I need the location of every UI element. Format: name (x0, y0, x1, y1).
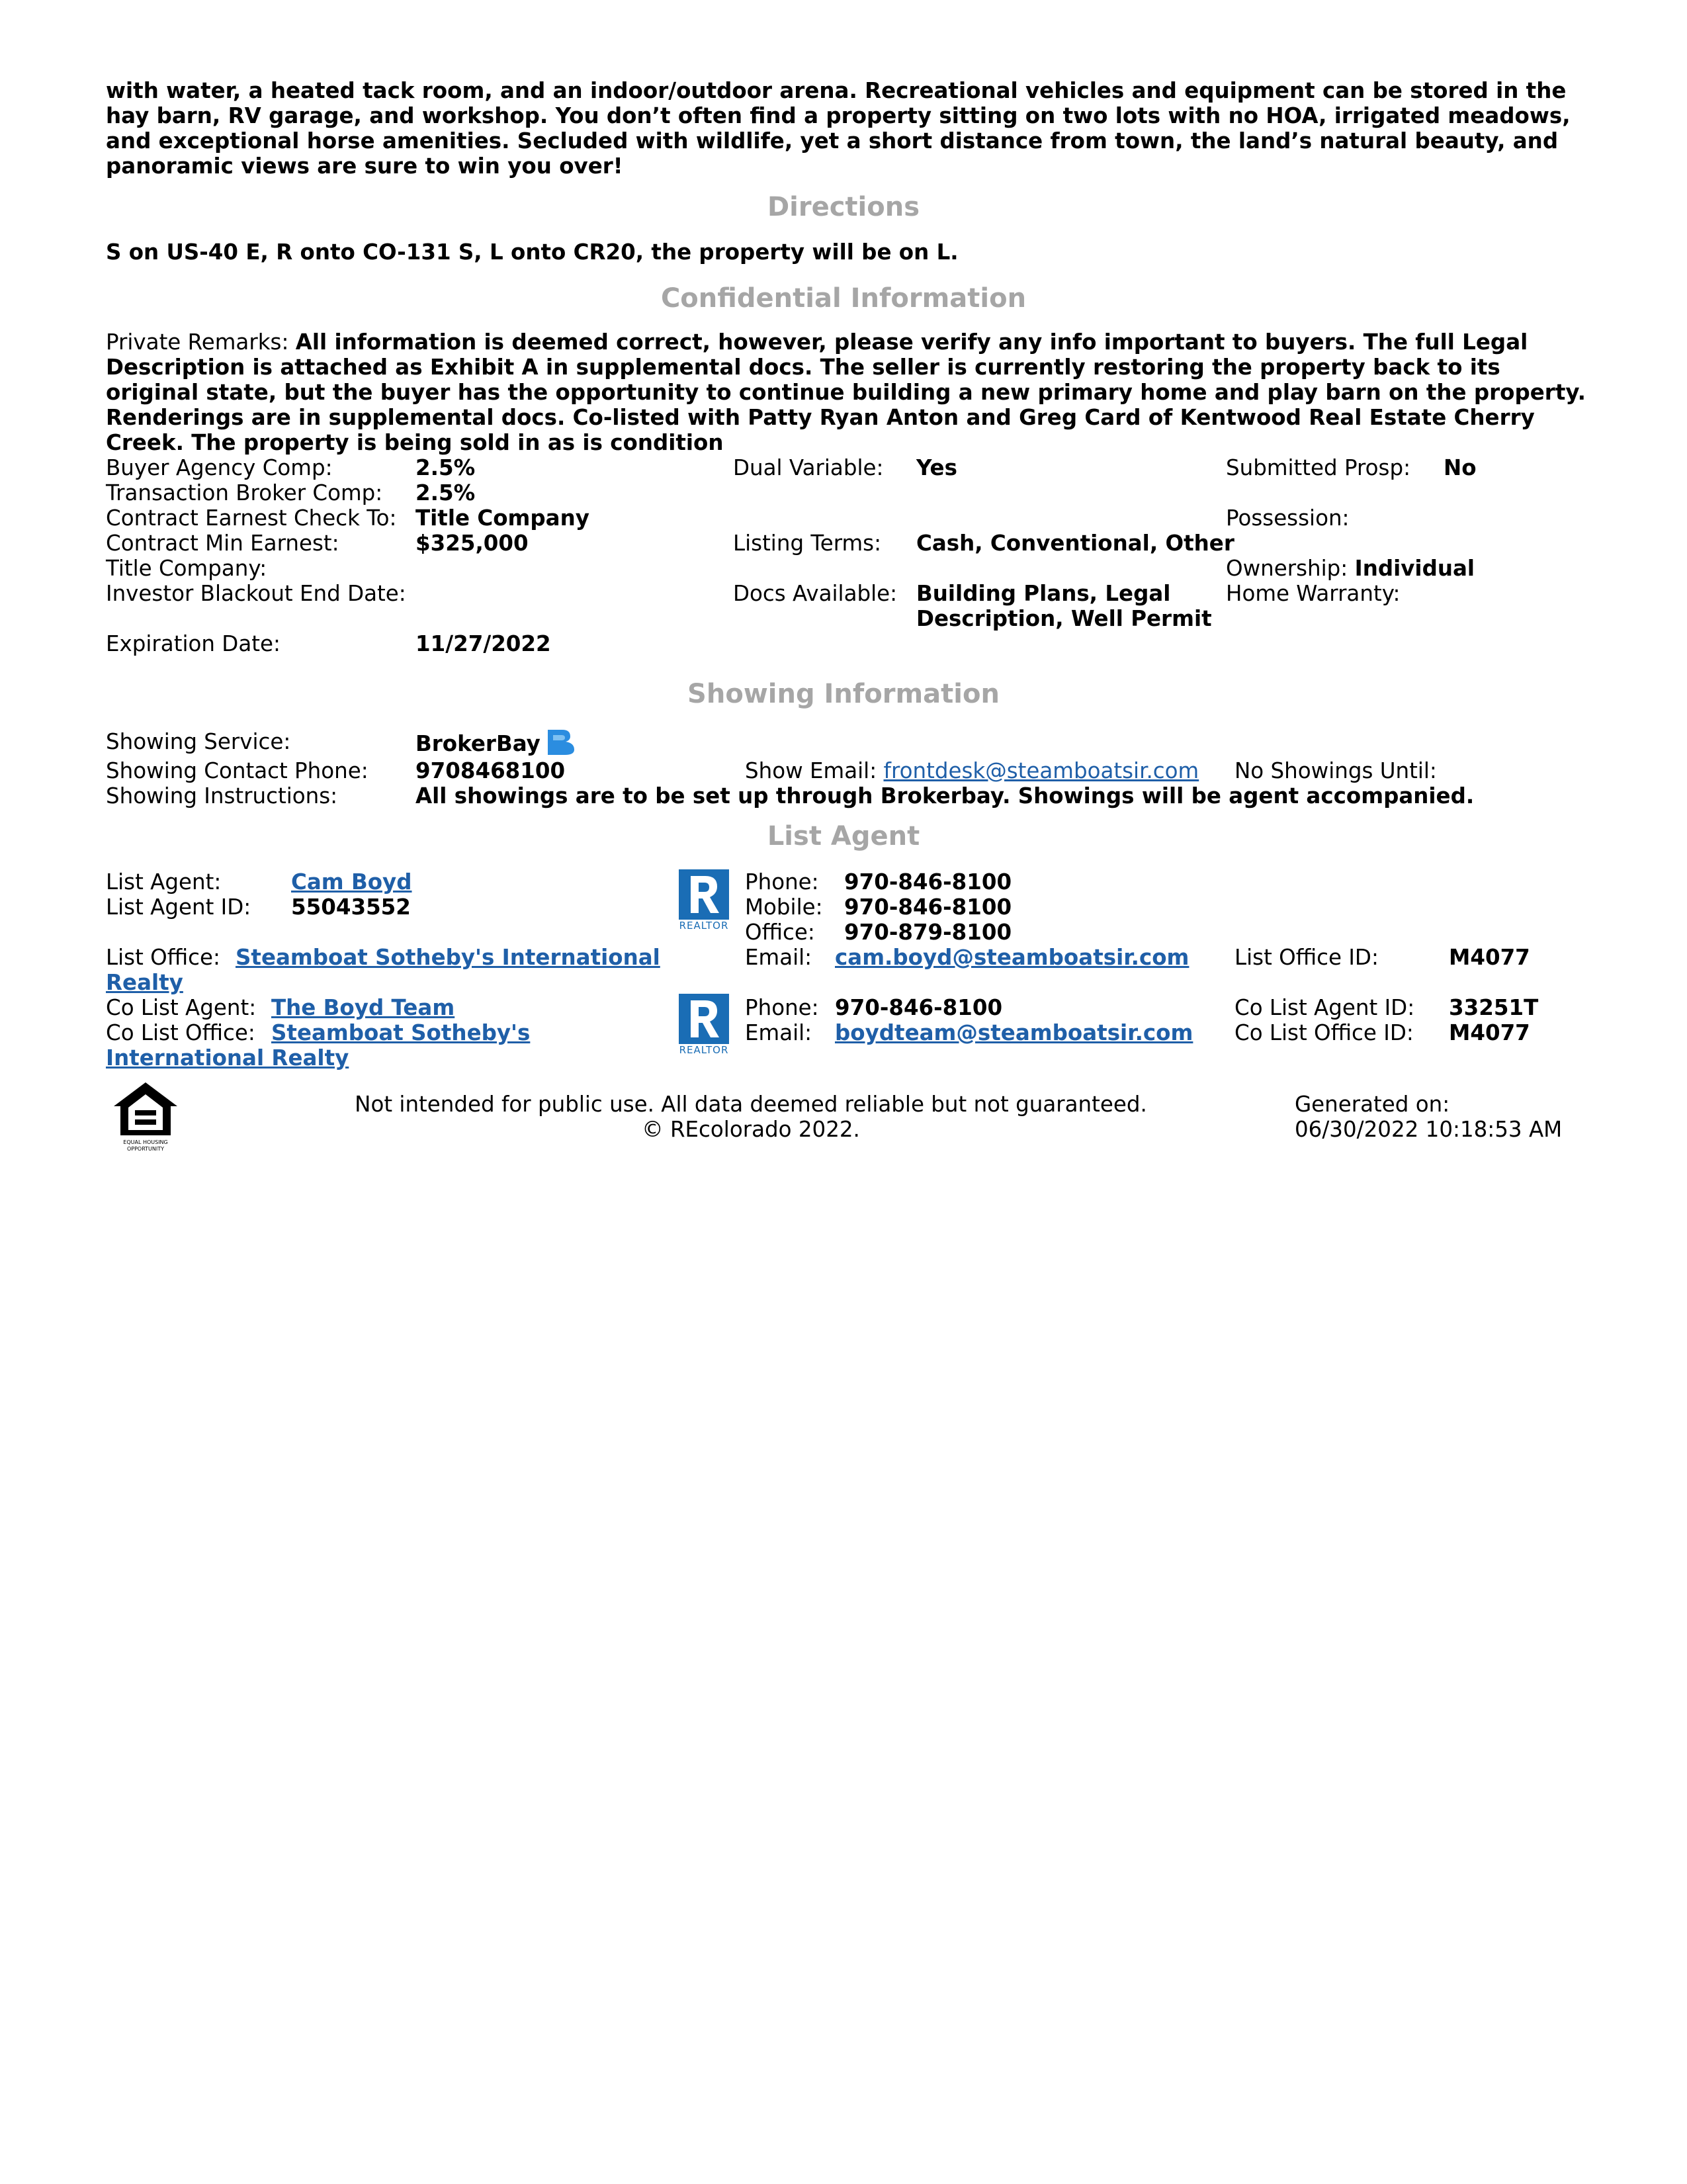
footer-disclaimer-2: © REcolorado 2022. (642, 1117, 860, 1142)
private-remarks-label: Private Remarks: (106, 329, 289, 355)
co-phone-value: 970-846-8100 (835, 995, 1003, 1020)
contract-earnest-check-label: Contract Earnest Check To: (106, 505, 397, 531)
buyer-agency-comp-value: 2.5% (415, 455, 476, 480)
co-list-agent-id-value: 33251T (1449, 995, 1539, 1020)
co-realtor-mark-text: REALTOR (679, 1044, 729, 1056)
confidential-heading: Confidential Information (660, 283, 1027, 314)
showing-instructions-value: All showings are to be set up through Brokerbay. Showings will be agent accompanied. (415, 783, 1475, 808)
show-email-label: Show Email: (745, 758, 877, 783)
generated-timestamp: 06/30/2022 10:18:53 AM (1295, 1117, 1563, 1142)
list-office-label: List Office: (106, 945, 220, 970)
equal-housing-text: EQUAL HOUSING OPPORTUNITY (123, 1139, 168, 1152)
transaction-broker-comp-label: Transaction Broker Comp: (106, 480, 383, 505)
private-remarks-line1 (106, 329, 1528, 355)
co-list-agent-id-label: Co List Agent ID: (1234, 995, 1415, 1020)
list-agent-id-label: List Agent ID: (106, 895, 251, 920)
directions-heading: Directions (767, 192, 920, 222)
office-phone-value: 970-879-8100 (844, 920, 1012, 945)
submitted-prosp-value: No (1444, 455, 1477, 480)
co-list-office-link[interactable]: Steamboat Sotheby's (271, 1020, 531, 1045)
generated-label: Generated on: (1295, 1092, 1450, 1117)
no-showings-until-label: No Showings Until: (1234, 758, 1437, 783)
brokerbay-name: BrokerBay (415, 731, 541, 756)
list-office-id-value: M4077 (1449, 945, 1530, 970)
co-phone-label: Phone: (745, 995, 819, 1020)
list-office-id-label: List Office ID: (1234, 945, 1379, 970)
ownership-label: Ownership: (1226, 556, 1348, 581)
mobile-label: Mobile: (745, 895, 823, 920)
showing-contact-phone-label: Showing Contact Phone: (106, 758, 368, 783)
co-email-label: Email: (745, 1020, 812, 1045)
list-office-link[interactable]: Steamboat Sotheby's International (236, 945, 660, 970)
co-list-agent-link[interactable]: The Boyd Team (271, 995, 455, 1020)
home-warranty-label: Home Warranty: (1226, 581, 1401, 606)
private-remarks-text-1: All information is deemed correct, however, please verify any info important to buyers. The full Legal (295, 329, 1528, 355)
office-phone-label: Office: (745, 920, 815, 945)
co-list-office-id-value: M4077 (1449, 1020, 1530, 1045)
directions-text: S on US-40 E, R onto CO-131 S, L onto CR20, the property will be on L. (106, 240, 959, 265)
phone-label: Phone: (745, 869, 819, 895)
contract-earnest-check-value: Title Company (415, 505, 589, 531)
docs-available-label: Docs Available: (733, 581, 898, 606)
list-office-link-line2[interactable]: Realty (106, 970, 183, 995)
possession-label: Possession: (1226, 505, 1350, 531)
title-company-label: Title Company: (106, 556, 267, 581)
showing-heading: Showing Information (687, 679, 1000, 709)
dual-variable-value: Yes (916, 455, 957, 480)
co-list-office-id-label: Co List Office ID: (1234, 1020, 1414, 1045)
co-email-link[interactable]: boydteam@steamboatsir.com (835, 1020, 1193, 1045)
buyer-agency-comp-label: Buyer Agency Comp: (106, 455, 333, 480)
private-remarks-text-2: Description is attached as Exhibit A in supplemental docs. The seller is currently restoring the property back to its original state, but the buyer has the opportunity to continue building a new primary home and play barn on the property. Renderings are in supplemental docs. Co-listed with Patty Ryan Anton and Greg Card of Kentwood Real Estate Cherry Creek. The property is being sold in as is condition (106, 355, 1586, 455)
list-agent-heading: List Agent (767, 821, 920, 852)
contract-min-earnest-label: Contract Min Earnest: (106, 531, 339, 556)
ownership-value: Individual (1354, 556, 1475, 581)
transaction-broker-comp-value: 2.5% (415, 480, 476, 505)
co-list-agent-label: Co List Agent: (106, 995, 257, 1020)
submitted-prosp-label: Submitted Prosp: (1226, 455, 1411, 480)
email-link[interactable]: cam.boyd@steamboatsir.com (835, 945, 1190, 970)
phone-value: 970-846-8100 (844, 869, 1012, 895)
mobile-value: 970-846-8100 (844, 895, 1012, 920)
showing-instructions-label: Showing Instructions: (106, 783, 338, 808)
listing-terms-label: Listing Terms: (733, 531, 882, 556)
expiration-date-value: 11/27/2022 (415, 631, 551, 656)
co-list-office-label: Co List Office: (106, 1020, 255, 1045)
co-list-office-link-line2[interactable]: International Realty (106, 1045, 349, 1070)
show-email-row (745, 758, 1199, 783)
co-realtor-logo (677, 992, 730, 1059)
dual-variable-label: Dual Variable: (733, 455, 884, 480)
listing-terms-value: Cash, Conventional, Other (916, 531, 1234, 556)
showing-service-label: Showing Service: (106, 729, 291, 754)
ownership-row (1226, 556, 1475, 581)
list-agent-link[interactable]: Cam Boyd (291, 869, 412, 895)
list-agent-label: List Agent: (106, 869, 222, 895)
public-remarks-continued: with water, a heated tack room, and an indoor/outdoor arena. Recreational vehicles and equipment can be stored in the hay barn, RV garage, and workshop. You don’t often find a property sitting on two lots with no HOA, irrigated meadows, and exceptional horse amenities. Secluded with wildlife, yet a short distance from town, the land’s natural beauty, and panoramic views are sure to win you over! (106, 78, 1571, 179)
list-agent-id-value: 55043552 (291, 895, 411, 920)
showing-service-value (415, 727, 578, 756)
docs-available-value-2: Description, Well Permit (916, 606, 1212, 631)
docs-available-value-1: Building Plans, Legal (916, 581, 1171, 606)
footer-disclaimer-1: Not intended for public use. All data deemed reliable but not guaranteed. (355, 1092, 1147, 1117)
contract-min-earnest-value: $325,000 (415, 531, 529, 556)
brokerbay-logo-icon (545, 727, 578, 756)
investor-blackout-label: Investor Blackout End Date: (106, 581, 406, 606)
showing-contact-phone-value: 9708468100 (415, 758, 566, 783)
show-email-link[interactable]: frontdesk@steamboatsir.com (883, 758, 1199, 783)
expiration-date-label: Expiration Date: (106, 631, 281, 656)
realtor-mark-text: REALTOR (679, 920, 729, 932)
realtor-logo (677, 868, 730, 934)
email-label: Email: (745, 945, 812, 970)
